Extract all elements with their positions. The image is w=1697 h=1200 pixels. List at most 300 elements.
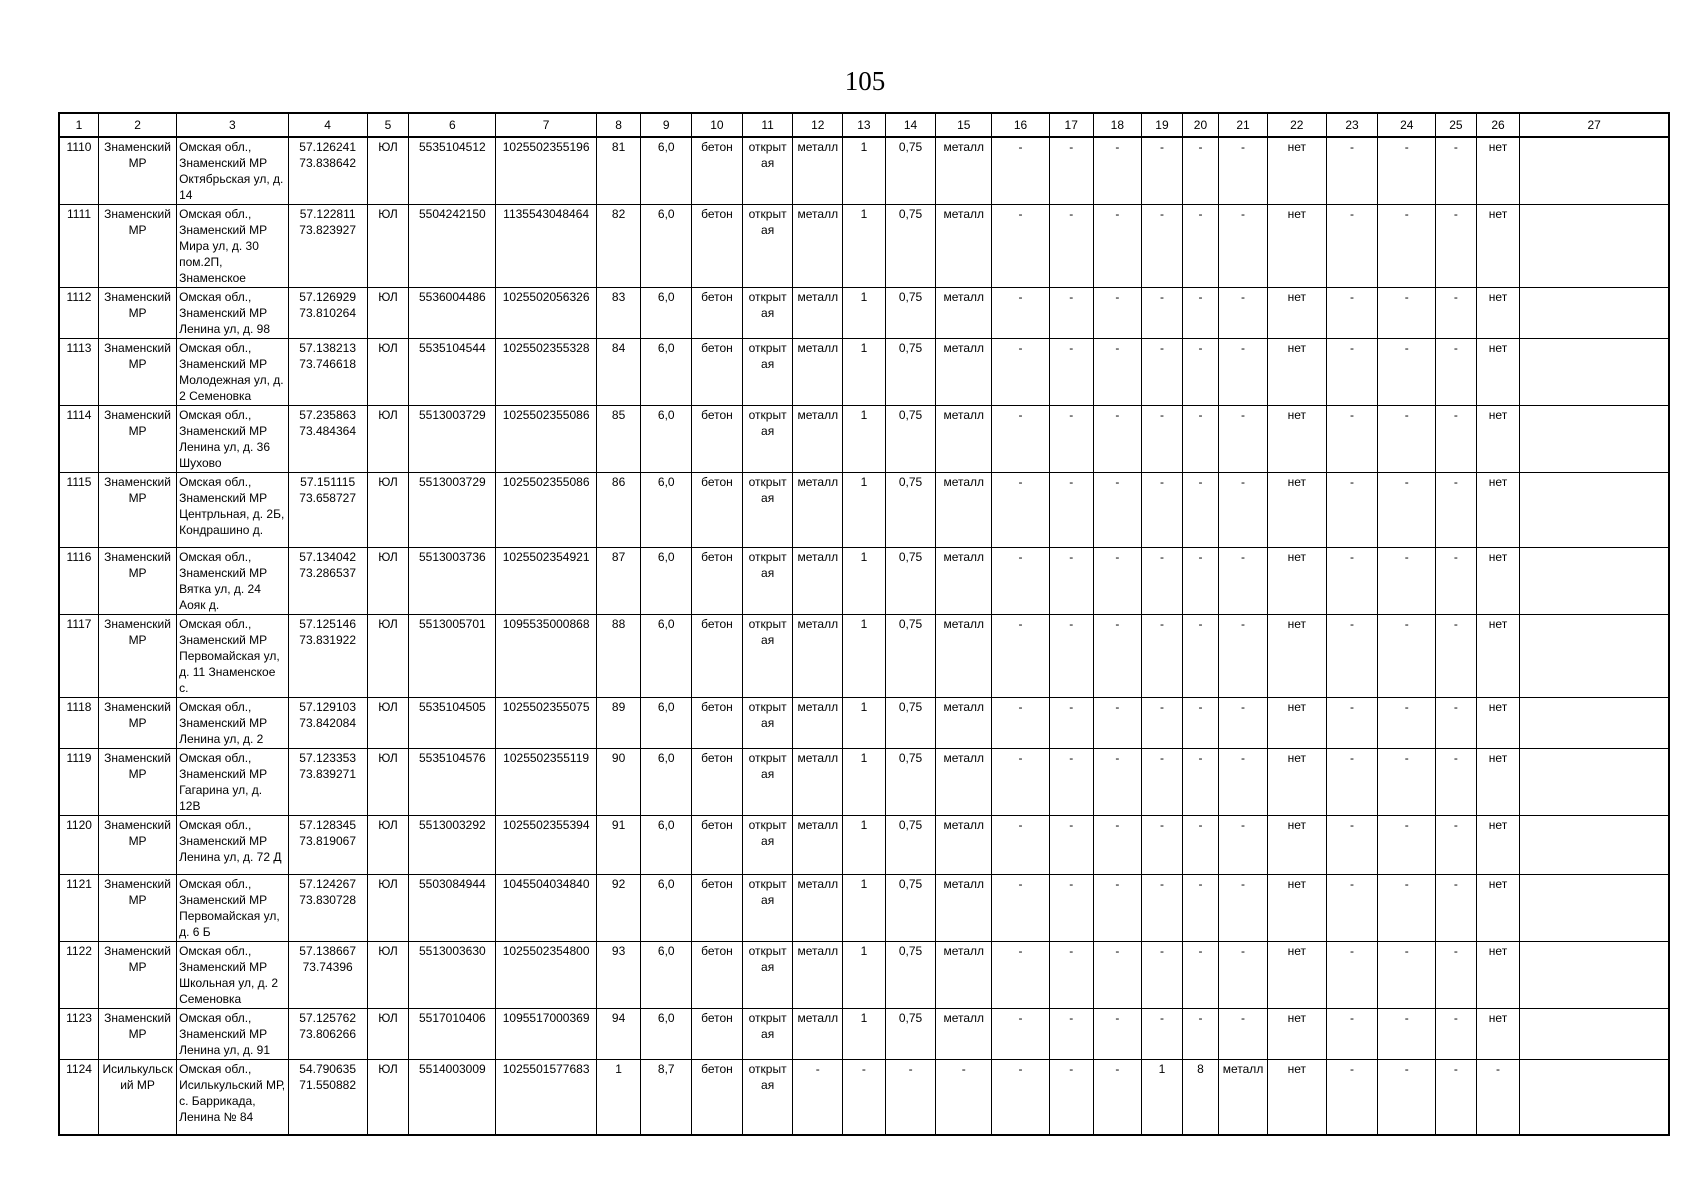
cell-col-20: - [1182,473,1218,548]
cell-col-22: нет [1267,698,1326,749]
cell-col-13: 1 [843,473,886,548]
cell-col-10: бетон [692,1009,743,1060]
cell-col-25: - [1436,1009,1477,1060]
cell-col-7: 1095535000868 [496,615,596,698]
cell-col-13: 1 [843,339,886,406]
cell-col-20: - [1182,406,1218,473]
cell-col-22: нет [1267,473,1326,548]
cell-col-24: - [1378,749,1436,816]
cell-col-18: - [1093,698,1142,749]
cell-col-1: 1124 [59,1060,99,1135]
column-header-25: 25 [1436,113,1477,137]
cell-col-27 [1520,1009,1669,1060]
cell-col-26: нет [1476,406,1520,473]
cell-col-25: - [1436,698,1477,749]
cell-col-24: - [1378,1009,1436,1060]
cell-col-13: 1 [843,548,886,615]
cell-col-9: 6,0 [641,473,692,548]
cell-col-4: 57.126241 73.838642 [288,137,367,205]
cell-col-15: металл [936,875,992,942]
cell-col-27 [1520,473,1669,548]
cell-col-18: - [1093,749,1142,816]
cell-col-25: - [1436,406,1477,473]
column-header-4: 4 [288,113,367,137]
cell-col-9: 6,0 [641,288,692,339]
cell-col-4: 57.126929 73.810264 [288,288,367,339]
table-row [59,875,1669,942]
cell-col-18: - [1093,406,1142,473]
cell-col-5: ЮЛ [367,473,409,548]
cell-col-8: 89 [596,698,641,749]
cell-col-12: - [793,1060,843,1135]
cell-col-22: нет [1267,749,1326,816]
cell-col-12: металл [793,615,843,698]
cell-col-18: - [1093,615,1142,698]
column-header-8: 8 [596,113,641,137]
cell-col-22: нет [1267,406,1326,473]
cell-col-20: 8 [1182,1060,1218,1135]
cell-col-1: 1122 [59,942,99,1009]
cell-col-24: - [1378,816,1436,875]
cell-col-19: - [1142,339,1183,406]
cell-col-12: металл [793,749,843,816]
cell-col-9: 6,0 [641,698,692,749]
cell-col-26: нет [1476,615,1520,698]
cell-col-14: 0,75 [885,288,936,339]
cell-col-9: 6,0 [641,875,692,942]
column-header-22: 22 [1267,113,1326,137]
cell-col-14: 0,75 [885,473,936,548]
cell-col-21: - [1219,339,1268,406]
column-header-17: 17 [1049,113,1093,137]
cell-col-23: - [1326,339,1378,406]
column-header-13: 13 [843,113,886,137]
cell-col-20: - [1182,615,1218,698]
table-row [59,473,1669,548]
cell-col-24: - [1378,698,1436,749]
table-row [59,137,1669,205]
cell-col-16: - [992,875,1050,942]
cell-col-24: - [1378,288,1436,339]
column-header-14: 14 [885,113,936,137]
cell-col-21: - [1219,548,1268,615]
cell-col-2: Знаменский МР [99,406,177,473]
cell-col-1: 1118 [59,698,99,749]
column-header-3: 3 [177,113,289,137]
cell-col-19: - [1142,288,1183,339]
cell-col-26: нет [1476,1009,1520,1060]
cell-col-21: - [1219,698,1268,749]
cell-col-7: 1025502355086 [496,406,596,473]
cell-col-1: 1117 [59,615,99,698]
cell-col-15: металл [936,137,992,205]
cell-col-19: - [1142,205,1183,288]
cell-col-8: 85 [596,406,641,473]
cell-col-16: - [992,1060,1050,1135]
cell-col-18: - [1093,137,1142,205]
cell-col-7: 1025502355394 [496,816,596,875]
cell-col-8: 83 [596,288,641,339]
cell-col-14: 0,75 [885,205,936,288]
cell-col-22: нет [1267,288,1326,339]
cell-col-14: 0,75 [885,615,936,698]
cell-col-6: 5513003736 [409,548,496,615]
cell-col-6: 5517010406 [409,1009,496,1060]
cell-col-25: - [1436,137,1477,205]
cell-col-14: 0,75 [885,698,936,749]
cell-col-24: - [1378,615,1436,698]
cell-col-8: 90 [596,749,641,816]
cell-col-4: 57.122811 73.823927 [288,205,367,288]
cell-col-8: 92 [596,875,641,942]
cell-col-1: 1110 [59,137,99,205]
page-number: 105 [844,66,886,96]
cell-col-8: 91 [596,816,641,875]
cell-col-7: 1025502354800 [496,942,596,1009]
cell-col-11: открыт ая [742,205,793,288]
cell-col-8: 82 [596,205,641,288]
cell-col-13: 1 [843,288,886,339]
cell-col-26: нет [1476,339,1520,406]
cell-col-17: - [1049,406,1093,473]
cell-col-12: металл [793,339,843,406]
cell-col-23: - [1326,288,1378,339]
cell-col-25: - [1436,615,1477,698]
cell-col-18: - [1093,339,1142,406]
cell-col-19: - [1142,942,1183,1009]
cell-col-23: - [1326,137,1378,205]
cell-col-10: бетон [692,1060,743,1135]
cell-col-4: 57.138213 73.746618 [288,339,367,406]
cell-col-6: 5513003292 [409,816,496,875]
cell-col-3: Омская обл., Исилькульский МР, с. Баррикада, Ленина № 84 [177,1060,289,1135]
column-header-9: 9 [641,113,692,137]
cell-col-14: 0,75 [885,875,936,942]
cell-col-16: - [992,615,1050,698]
cell-col-4: 57.138667 73.74396 [288,942,367,1009]
cell-col-3: Омская обл., Знаменский МР Первомайская ул, д. 6 Б [177,875,289,942]
cell-col-5: ЮЛ [367,1060,409,1135]
cell-col-12: металл [793,288,843,339]
cell-col-19: - [1142,875,1183,942]
cell-col-7: 1095517000369 [496,1009,596,1060]
cell-col-2: Знаменский МР [99,875,177,942]
cell-col-9: 6,0 [641,205,692,288]
cell-col-25: - [1436,205,1477,288]
cell-col-6: 5513003729 [409,406,496,473]
cell-col-19: - [1142,615,1183,698]
cell-col-17: - [1049,698,1093,749]
cell-col-21: - [1219,205,1268,288]
cell-col-24: - [1378,137,1436,205]
cell-col-4: 57.124267 73.830728 [288,875,367,942]
cell-col-20: - [1182,339,1218,406]
cell-col-6: 5504242150 [409,205,496,288]
cell-col-24: - [1378,942,1436,1009]
cell-col-20: - [1182,698,1218,749]
cell-col-21: - [1219,875,1268,942]
cell-col-7: 1025502355119 [496,749,596,816]
cell-col-21: - [1219,288,1268,339]
cell-col-21: - [1219,749,1268,816]
cell-col-19: - [1142,548,1183,615]
cell-col-15: металл [936,942,992,1009]
cell-col-14: 0,75 [885,942,936,1009]
cell-col-25: - [1436,548,1477,615]
column-header-1: 1 [59,113,99,137]
cell-col-12: металл [793,698,843,749]
cell-col-4: 57.125762 73.806266 [288,1009,367,1060]
cell-col-7: 1025502355196 [496,137,596,205]
cell-col-12: металл [793,205,843,288]
cell-col-17: - [1049,749,1093,816]
cell-col-18: - [1093,473,1142,548]
cell-col-8: 94 [596,1009,641,1060]
cell-col-23: - [1326,816,1378,875]
cell-col-5: ЮЛ [367,1009,409,1060]
cell-col-10: бетон [692,205,743,288]
cell-col-11: открыт ая [742,406,793,473]
column-header-11: 11 [742,113,793,137]
cell-col-24: - [1378,205,1436,288]
cell-col-13: 1 [843,875,886,942]
cell-col-6: 5535104505 [409,698,496,749]
cell-col-10: бетон [692,137,743,205]
table-row [59,288,1669,339]
cell-col-21: - [1219,473,1268,548]
cell-col-17: - [1049,205,1093,288]
cell-col-9: 6,0 [641,615,692,698]
column-header-5: 5 [367,113,409,137]
cell-col-5: ЮЛ [367,615,409,698]
cell-col-26: - [1476,1060,1520,1135]
cell-col-9: 6,0 [641,548,692,615]
cell-col-9: 6,0 [641,339,692,406]
cell-col-19: - [1142,816,1183,875]
cell-col-26: нет [1476,473,1520,548]
cell-col-11: открыт ая [742,288,793,339]
cell-col-21: - [1219,942,1268,1009]
cell-col-8: 87 [596,548,641,615]
cell-col-26: нет [1476,942,1520,1009]
column-header-10: 10 [692,113,743,137]
cell-col-22: нет [1267,1009,1326,1060]
cell-col-3: Омская обл., Знаменский МР Мира ул, д. 30 пом.2П, Знаменское [177,205,289,288]
cell-col-6: 5514003009 [409,1060,496,1135]
cell-col-23: - [1326,875,1378,942]
table-row [59,548,1669,615]
cell-col-5: ЮЛ [367,698,409,749]
table-row [59,749,1669,816]
cell-col-16: - [992,473,1050,548]
cell-col-9: 8,7 [641,1060,692,1135]
cell-col-7: 1045504034840 [496,875,596,942]
cell-col-17: - [1049,942,1093,1009]
column-header-18: 18 [1093,113,1142,137]
cell-col-13: 1 [843,942,886,1009]
cell-col-20: - [1182,875,1218,942]
cell-col-2: Знаменский МР [99,615,177,698]
cell-col-23: - [1326,1060,1378,1135]
cell-col-3: Омская обл., Знаменский МР Ленина ул, д. 72 Д [177,816,289,875]
cell-col-4: 57.128345 73.819067 [288,816,367,875]
cell-col-19: - [1142,137,1183,205]
cell-col-12: металл [793,1009,843,1060]
cell-col-13: 1 [843,1009,886,1060]
cell-col-2: Знаменский МР [99,205,177,288]
column-header-23: 23 [1326,113,1378,137]
cell-col-4: 57.134042 73.286537 [288,548,367,615]
cell-col-4: 57.129103 73.842084 [288,698,367,749]
table-row [59,205,1669,288]
cell-col-23: - [1326,205,1378,288]
cell-col-21: - [1219,406,1268,473]
cell-col-9: 6,0 [641,942,692,1009]
cell-col-23: - [1326,548,1378,615]
cell-col-5: ЮЛ [367,816,409,875]
cell-col-25: - [1436,942,1477,1009]
cell-col-27 [1520,816,1669,875]
cell-col-16: - [992,1009,1050,1060]
cell-col-15: металл [936,1009,992,1060]
column-header-15: 15 [936,113,992,137]
cell-col-16: - [992,942,1050,1009]
cell-col-26: нет [1476,288,1520,339]
cell-col-8: 93 [596,942,641,1009]
cell-col-25: - [1436,749,1477,816]
cell-col-9: 6,0 [641,816,692,875]
cell-col-14: 0,75 [885,749,936,816]
cell-col-11: открыт ая [742,1060,793,1135]
cell-col-12: металл [793,548,843,615]
cell-col-26: нет [1476,875,1520,942]
cell-col-5: ЮЛ [367,406,409,473]
cell-col-10: бетон [692,548,743,615]
cell-col-8: 84 [596,339,641,406]
cell-col-22: нет [1267,942,1326,1009]
cell-col-1: 1111 [59,205,99,288]
cell-col-12: металл [793,137,843,205]
cell-col-6: 5513003729 [409,473,496,548]
cell-col-22: нет [1267,816,1326,875]
cell-col-16: - [992,339,1050,406]
cell-col-5: ЮЛ [367,137,409,205]
cell-col-3: Омская обл., Знаменский МР Ленина ул, д. 98 [177,288,289,339]
cell-col-12: металл [793,473,843,548]
cell-col-15: металл [936,339,992,406]
cell-col-15: металл [936,749,992,816]
cell-col-11: открыт ая [742,749,793,816]
cell-col-1: 1120 [59,816,99,875]
cell-col-1: 1121 [59,875,99,942]
cell-col-16: - [992,698,1050,749]
cell-col-10: бетон [692,339,743,406]
cell-col-14: 0,75 [885,548,936,615]
cell-col-1: 1123 [59,1009,99,1060]
cell-col-16: - [992,548,1050,615]
cell-col-22: нет [1267,875,1326,942]
cell-col-8: 81 [596,137,641,205]
cell-col-15: металл [936,288,992,339]
header-row [59,113,1669,137]
column-header-27: 27 [1520,113,1669,137]
cell-col-7: 1025502355328 [496,339,596,406]
cell-col-17: - [1049,548,1093,615]
cell-col-2: Знаменский МР [99,698,177,749]
cell-col-3: Омская обл., Знаменский МР Ленина ул, д. 2 [177,698,289,749]
cell-col-13: 1 [843,816,886,875]
cell-col-9: 6,0 [641,137,692,205]
cell-col-25: - [1436,339,1477,406]
cell-col-10: бетон [692,749,743,816]
cell-col-15: металл [936,548,992,615]
cell-col-7: 1135543048464 [496,205,596,288]
cell-col-14: 0,75 [885,816,936,875]
cell-col-2: Знаменский МР [99,548,177,615]
cell-col-25: - [1436,816,1477,875]
cell-col-4: 57.151115 73.658727 [288,473,367,548]
cell-col-19: - [1142,749,1183,816]
cell-col-26: нет [1476,205,1520,288]
cell-col-22: нет [1267,339,1326,406]
cell-col-7: 1025502354921 [496,548,596,615]
cell-col-3: Омская обл., Знаменский МР Центрльная, д. 2Б, Кондрашино д. [177,473,289,548]
cell-col-10: бетон [692,816,743,875]
cell-col-23: - [1326,749,1378,816]
cell-col-27 [1520,137,1669,205]
cell-col-22: нет [1267,205,1326,288]
cell-col-23: - [1326,698,1378,749]
cell-col-3: Омская обл., Знаменский МР Молодежная ул, д. 2 Семеновка [177,339,289,406]
cell-col-20: - [1182,816,1218,875]
table-row [59,339,1669,406]
cell-col-22: нет [1267,548,1326,615]
cell-col-18: - [1093,548,1142,615]
cell-col-26: нет [1476,137,1520,205]
cell-col-20: - [1182,137,1218,205]
cell-col-11: открыт ая [742,698,793,749]
cell-col-13: - [843,1060,886,1135]
table-row [59,1060,1669,1135]
cell-col-16: - [992,205,1050,288]
cell-col-3: Омская обл., Знаменский МР Ленина ул, д. 36 Шухово [177,406,289,473]
cell-col-13: 1 [843,205,886,288]
table-row [59,1009,1669,1060]
cell-col-18: - [1093,1060,1142,1135]
cell-col-7: 1025502355086 [496,473,596,548]
cell-col-27 [1520,548,1669,615]
cell-col-11: открыт ая [742,816,793,875]
cell-col-17: - [1049,875,1093,942]
cell-col-11: открыт ая [742,1009,793,1060]
cell-col-12: металл [793,875,843,942]
cell-col-13: 1 [843,137,886,205]
cell-col-19: - [1142,473,1183,548]
cell-col-15: металл [936,816,992,875]
cell-col-14: 0,75 [885,339,936,406]
cell-col-11: открыт ая [742,615,793,698]
cell-col-26: нет [1476,548,1520,615]
cell-col-20: - [1182,942,1218,1009]
table-row [59,406,1669,473]
cell-col-26: нет [1476,698,1520,749]
cell-col-18: - [1093,288,1142,339]
cell-col-6: 5535104512 [409,137,496,205]
cell-col-24: - [1378,406,1436,473]
cell-col-23: - [1326,406,1378,473]
cell-col-23: - [1326,615,1378,698]
cell-col-7: 1025501577683 [496,1060,596,1135]
